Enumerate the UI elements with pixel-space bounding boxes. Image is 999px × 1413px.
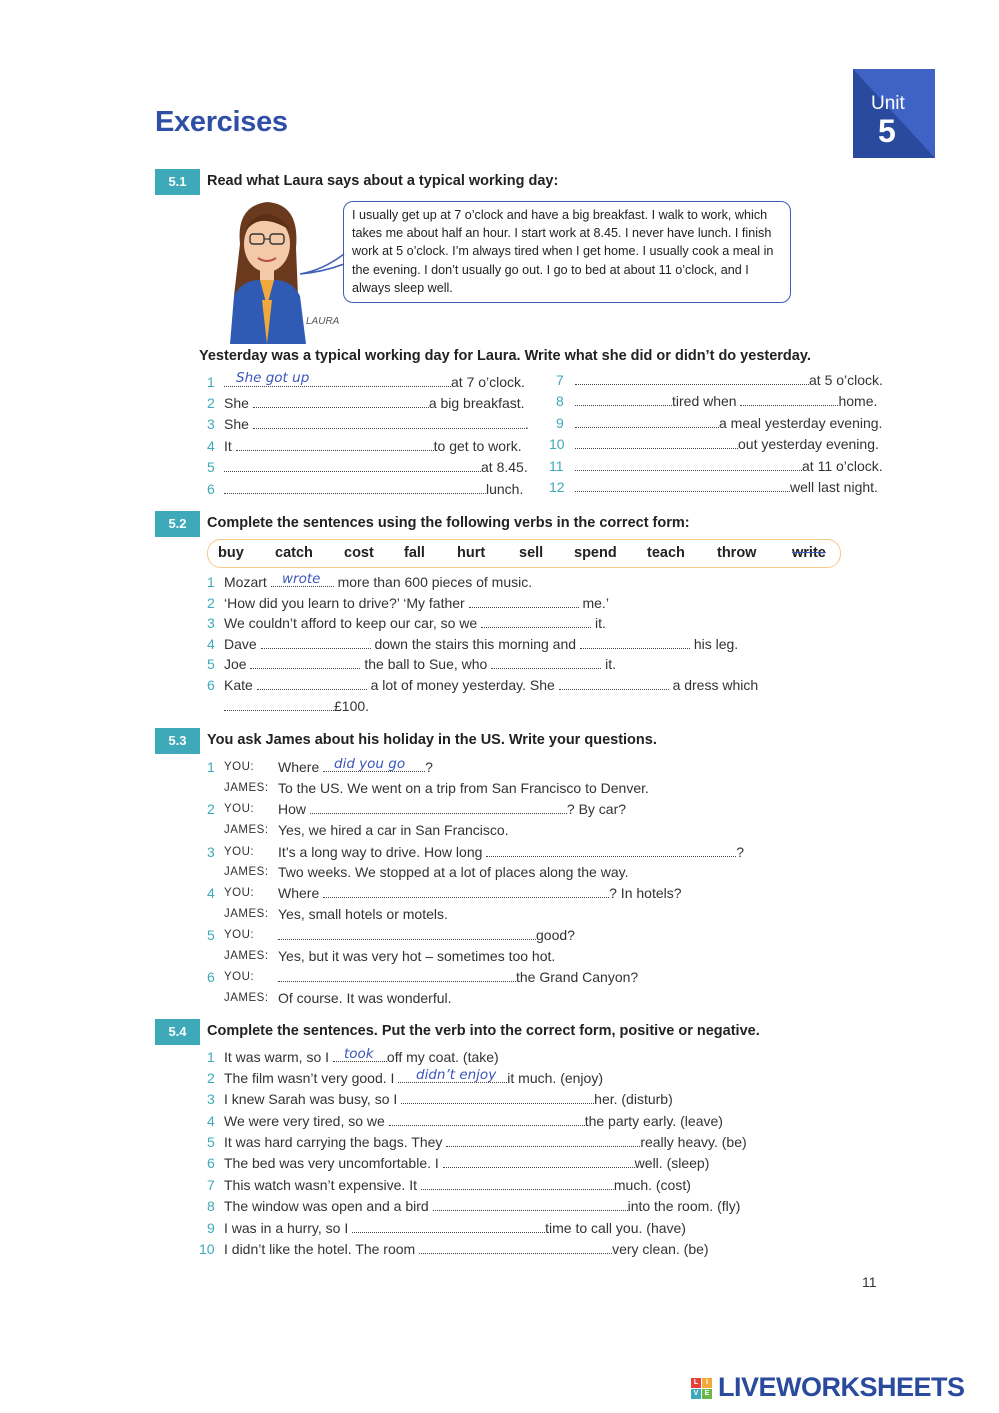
item-number: 8 (556, 393, 564, 409)
item-number: 5 (207, 656, 215, 672)
exercise-number: 5.3 (155, 728, 200, 754)
answer-blank[interactable] (389, 1114, 585, 1126)
item-number: 6 (207, 1155, 215, 1171)
verb: hurt (457, 545, 486, 561)
list-item: Joe the ball to Sue, who it. (224, 656, 617, 672)
answer-blank[interactable] (224, 460, 481, 472)
answer-blank[interactable] (253, 417, 525, 429)
item-number: 2 (207, 595, 215, 611)
answer-blank[interactable] (481, 616, 591, 628)
verb-used: write (792, 545, 826, 561)
item-number: 6 (207, 677, 215, 693)
list-item: well last night. (575, 479, 878, 495)
list-item: at 5 o’clock. (575, 372, 883, 388)
item-number: 5 (207, 927, 215, 943)
list-item-continued: £100. (224, 698, 369, 714)
item-number: 3 (207, 615, 215, 631)
answer-text: didn’t enjoy (416, 1067, 497, 1083)
item-number: 2 (207, 1070, 215, 1086)
verb: catch (275, 545, 313, 561)
verb: fall (404, 545, 425, 561)
list-item: It was warm, so I off my coat. (take) (224, 1049, 499, 1065)
item-number: 1 (207, 374, 215, 390)
speaker-you: YOU: (224, 761, 255, 773)
answer-text: took (344, 1046, 374, 1062)
item-number: 5 (207, 459, 215, 475)
question-line: It’s a long way to drive. How long ? (278, 844, 745, 860)
unit-number: 5 (878, 113, 896, 149)
list-item: We were very tired, so we the party early. (leave) (224, 1113, 723, 1129)
speaker-james: JAMES: (224, 782, 269, 794)
verb: sell (519, 545, 544, 561)
item-number: 7 (556, 372, 564, 388)
unit-label: Unit (871, 93, 905, 114)
list-item: at 11 o’clock. (575, 458, 883, 474)
answer-blank[interactable] (224, 699, 334, 711)
list-item: I didn’t like the hotel. The room very clean. (be) (224, 1241, 709, 1257)
answer-blank[interactable] (469, 596, 579, 608)
list-item: lunch. (224, 481, 523, 497)
item-number: 6 (207, 481, 215, 497)
item-number: 4 (207, 438, 215, 454)
verb-box (207, 539, 841, 568)
question-line: Where ? In hotels? (278, 885, 682, 901)
verb: spend (574, 545, 617, 561)
item-number: 1 (207, 1049, 215, 1065)
item-number: 4 (207, 885, 215, 901)
item-number: 3 (207, 844, 215, 860)
answer-blank[interactable] (224, 482, 486, 494)
speech-bubble: I usually get up at 7 o’clock and have a big breakfast. I walk to work, which takes me about half an hour. I start work at 8.45. I never have lunch. I finish work at 5 o’clock. I’m always tired when I get home. I usually cook a meal in the evening. I don’t usually go out. I go to bed at about 11 o’clock, and I always sleep well. (343, 201, 791, 303)
list-item: This watch wasn’t expensive. It much. (cost) (224, 1177, 691, 1193)
answer-blank[interactable] (580, 637, 690, 649)
answer-blank[interactable] (486, 845, 736, 857)
answer-blank[interactable] (575, 416, 719, 428)
answer-blank[interactable] (323, 886, 609, 898)
item-number: 8 (207, 1198, 215, 1214)
list-item: She . (224, 416, 529, 432)
exercise-heading: Complete the sentences using the following verbs in the correct form: (207, 515, 690, 531)
answer-blank[interactable] (446, 1135, 640, 1147)
reply-line: Yes, we hired a car in San Francisco. (278, 822, 509, 838)
list-item: The window was open and a bird into the room. (fly) (224, 1198, 741, 1214)
answer-blank[interactable] (740, 394, 838, 406)
list-item: We couldn’t afford to keep our car, so we it. (224, 615, 606, 631)
list-item: Dave down the stairs this morning and his leg. (224, 636, 739, 652)
answer-blank[interactable] (491, 657, 601, 669)
answer-blank[interactable] (421, 1178, 614, 1190)
laura-caption: LAURA (306, 316, 340, 327)
answer-blank[interactable] (261, 637, 371, 649)
answer-blank[interactable] (250, 657, 360, 669)
item-number: 7 (207, 1177, 215, 1193)
exercise-heading: You ask James about his holiday in the US. Write your questions. (207, 732, 657, 748)
exercise-number: 5.1 (155, 169, 200, 195)
answer-blank[interactable] (253, 396, 429, 408)
list-item: out yesterday evening. (575, 436, 879, 452)
list-item: It was hard carrying the bags. They really heavy. (be) (224, 1134, 747, 1150)
list-item: Kate a lot of money yesterday. She a dress which (224, 677, 759, 693)
verb: throw (717, 545, 757, 561)
speaker-james: JAMES: (224, 908, 269, 920)
reply-line: Two weeks. We stopped at a lot of places along the way. (278, 864, 629, 880)
speaker-you: YOU: (224, 887, 255, 899)
speaker-you: YOU: (224, 971, 255, 983)
item-number: 10 (199, 1241, 215, 1257)
brand-name: LIVEWORKSHEETS (718, 1372, 965, 1402)
instruction: Yesterday was a typical working day for Laura. Write what she did or didn’t do yesterday. (199, 348, 811, 364)
item-number: 12 (549, 479, 565, 495)
exercise-heading: Complete the sentences. Put the verb into the correct form, positive or negative. (207, 1023, 760, 1039)
item-number: 4 (207, 636, 215, 652)
reply-line: To the US. We went on a trip from San Francisco to Denver. (278, 780, 649, 796)
speaker-james: JAMES: (224, 950, 269, 962)
speaker-james: JAMES: (224, 866, 269, 878)
item-number: 3 (207, 1091, 215, 1107)
answer-blank[interactable] (236, 439, 434, 451)
question-line: the Grand Canyon? (278, 969, 638, 985)
verb: buy (218, 545, 244, 561)
speaker-you: YOU: (224, 846, 255, 858)
item-number: 9 (556, 415, 564, 431)
item-number: 2 (207, 801, 215, 817)
answer-blank[interactable] (278, 970, 516, 982)
item-number: 5 (207, 1134, 215, 1150)
answer-blank[interactable] (433, 1199, 628, 1211)
answer-blank[interactable] (419, 1242, 612, 1254)
reply-line: Yes, small hotels or motels. (278, 906, 448, 922)
speaker-you: YOU: (224, 803, 255, 815)
verb: cost (344, 545, 374, 561)
exercise-number: 5.2 (155, 511, 200, 537)
speech-bubble-tail (298, 252, 348, 278)
list-item: I knew Sarah was busy, so I her. (disturb) (224, 1091, 673, 1107)
list-item: It to get to work. (224, 438, 522, 454)
answer-blank[interactable] (310, 802, 567, 814)
item-number: 11 (549, 458, 564, 474)
answer-text: She got up (236, 370, 310, 386)
question-line: Where ? (278, 759, 433, 775)
answer-blank[interactable] (575, 394, 672, 406)
unit-badge (853, 69, 935, 158)
answer-blank[interactable] (575, 437, 738, 449)
list-item: tired when home. (575, 393, 877, 409)
exercise-heading: Read what Laura says about a typical working day: (207, 173, 559, 189)
item-number: 1 (207, 574, 215, 590)
item-number: 10 (549, 436, 565, 452)
exercise-number: 5.4 (155, 1019, 200, 1045)
list-item: ‘How did you learn to drive?’ ‘My father me.’ (224, 595, 609, 611)
question-line: good? (278, 927, 575, 943)
list-item: The film wasn’t very good. I it much. (enjoy) (224, 1070, 603, 1086)
list-item: at 8.45. (224, 459, 528, 475)
item-number: 1 (207, 759, 215, 775)
answer-blank[interactable] (443, 1156, 635, 1168)
list-item: Mozart more than 600 pieces of music. (224, 574, 533, 590)
answer-blank[interactable] (352, 1221, 545, 1233)
verb: teach (647, 545, 685, 561)
list-item: The bed was very uncomfortable. I well. (sleep) (224, 1155, 710, 1171)
speaker-james: JAMES: (224, 824, 269, 836)
logo-icon: L I V E (691, 1378, 713, 1400)
page-title: Exercises (155, 106, 288, 138)
speaker-james: JAMES: (224, 992, 269, 1004)
reply-line: Of course. It was wonderful. (278, 990, 452, 1006)
answer-blank[interactable] (575, 480, 790, 492)
answer-text: wrote (282, 571, 321, 587)
page-number: 11 (862, 1274, 877, 1290)
list-item: She a big breakfast. (224, 395, 525, 411)
list-item: a meal yesterday evening. (575, 415, 882, 431)
answer-blank[interactable] (401, 1092, 594, 1104)
answer-blank[interactable] (575, 459, 802, 471)
list-item: at 7 o’clock. (224, 374, 525, 390)
question-line: How ? By car? (278, 801, 627, 817)
answer-blank[interactable] (559, 678, 669, 690)
item-number: 6 (207, 969, 215, 985)
answer-blank[interactable] (575, 373, 809, 385)
reply-line: Yes, but it was very hot – sometimes too hot. (278, 948, 556, 964)
item-number: 9 (207, 1220, 215, 1236)
speaker-you: YOU: (224, 929, 255, 941)
answer-blank[interactable] (257, 678, 367, 690)
answer-text: did you go (334, 756, 406, 772)
item-number: 2 (207, 395, 215, 411)
answer-blank[interactable] (278, 928, 536, 940)
list-item: I was in a hurry, so I time to call you. (have) (224, 1220, 686, 1236)
item-number: 4 (207, 1113, 215, 1129)
item-number: 3 (207, 416, 215, 432)
